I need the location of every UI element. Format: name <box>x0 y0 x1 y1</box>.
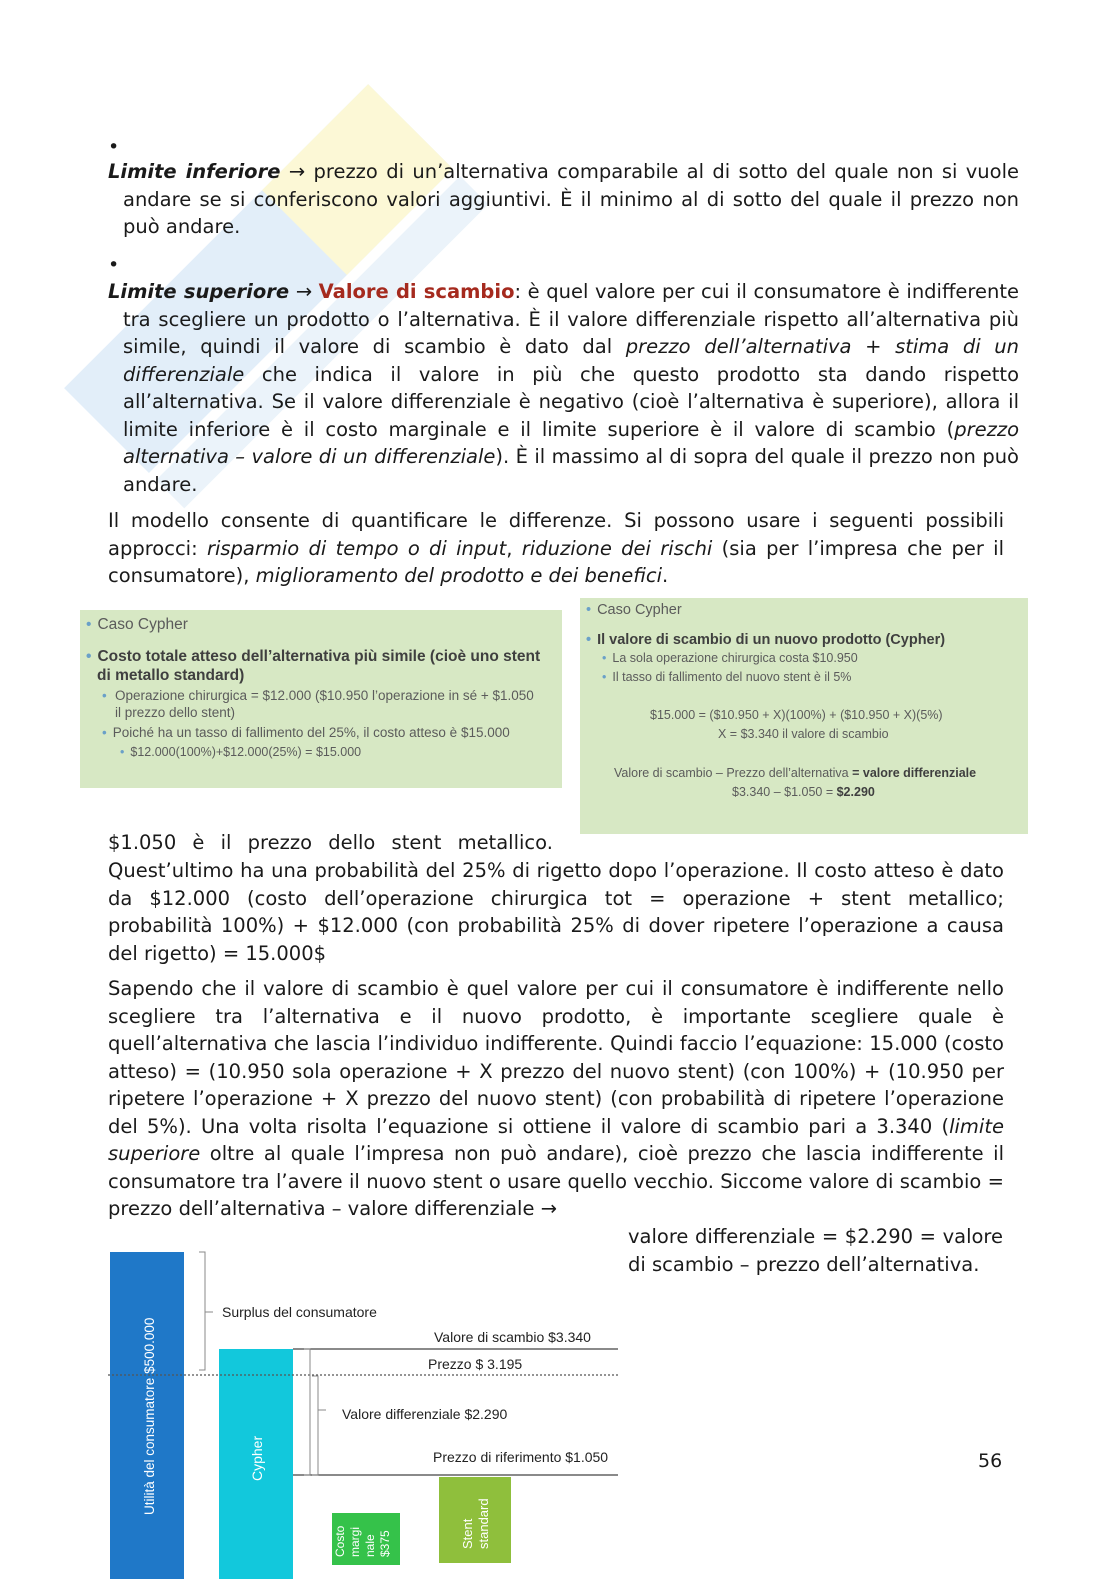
model-text-b: , <box>506 536 522 560</box>
bullet-icon: • <box>602 651 607 665</box>
formula-bold: = valore differenziale <box>852 766 977 780</box>
calc-text: $3.340 – $1.050 = <box>732 785 837 799</box>
slide-right-eq2: X = $3.340 il valore di scambio <box>718 727 889 741</box>
bar-cost-label-3: nale <box>363 1534 377 1557</box>
bar-utility-label: Utilità del consumatore $500.000 <box>142 1317 157 1515</box>
slide-left-item2-text: Poiché ha un tasso di fallimento del 25%, il costo atteso è $15.000 <box>112 725 510 740</box>
slide-right <box>580 598 1028 834</box>
page-number: 56 <box>978 1450 1003 1472</box>
upper-italic-a: prezzo dell’alternativa + stima di un differenziale <box>123 335 1020 386</box>
upper-text-a: : è quel valore per cui il consumatore è indifferente tra scegliere un prodotto o l’alternativa. È il valore differenziale rispetto all’alternativa più simile, quindi il valore di scambio è dato dal <box>123 280 1019 358</box>
bullet-icon: • <box>120 745 125 759</box>
label-price: Prezzo $ 3.195 <box>428 1356 523 1372</box>
slide-left-heading-text: Costo totale atteso dell’alternativa più simile (cioè uno stent di metallo standard) <box>97 648 541 684</box>
bar-cost-label-1: Costo <box>333 1525 347 1557</box>
bullet-icon: • <box>86 648 92 665</box>
slide-left-heading <box>86 647 546 685</box>
slide-right-item2-text: Il tasso di fallimento del nuovo stent è il 5% <box>612 670 852 684</box>
model-italic-c: miglioramento del prodotto e dei benefici <box>255 564 662 587</box>
bullet-dot: • <box>108 254 120 276</box>
bar-cypher-label: Cypher <box>249 1435 265 1481</box>
paragraph-model <box>108 507 1004 590</box>
exchange-text-a: Sapendo che il valore di scambio è quel valore per cui il consumatore è indifferente nello scegliere tra l’alternativa e il nuovo prodotto, è importante scegliere quale è quell’alternativa che lascia l’individuo indifferente. Quindi faccio l’equazione: 15.000 (costo atteso) = (10.950 sola operazione + X prezzo del nuovo stent) (con 100%) + (10.950 per ripetere l’operazione + X prezzo del nuovo stent) (con probabilità di ripetere l’operazione del 5%). Una volta risolta l’equazione si ottiene il valore di scambio pari a 3.340 ( <box>108 977 1004 1138</box>
calc-bold: $2.290 <box>836 785 875 799</box>
slide-right-calc <box>732 785 875 799</box>
model-text-d: . <box>662 564 669 587</box>
slide-left-item1-text: Operazione chirurgica = $12.000 ($10.950 l’operazione in sé + $1.050 il prezzo dello stent) <box>115 688 534 720</box>
bar-stent-label-2: standard <box>476 1498 491 1549</box>
exchange-value-term: Valore di scambio <box>318 280 515 303</box>
upper-italic-b: prezzo alternativa – valore di un differenziale <box>123 417 1019 468</box>
term-lower-limit: Limite inferiore <box>108 160 281 183</box>
bullet-icon: • <box>602 670 607 684</box>
slide-left-title <box>86 616 188 634</box>
slide-left-item3-text: $12.000(100%)+$12.000(25%) = $15.000 <box>130 745 362 759</box>
slide-right-eq1: $15.000 = ($10.950 + X)(100%) + ($10.950 + X)(5%) <box>650 708 943 722</box>
bullet-icon: • <box>102 725 107 740</box>
bullet-lower-limit <box>108 158 1019 241</box>
exchange-italic: limite superiore <box>108 1114 1004 1165</box>
label-diff-value: Valore differenziale $2.290 <box>342 1406 508 1422</box>
slide-right-item2 <box>602 670 851 684</box>
model-italic-a: risparmio di tempo o di input <box>206 536 507 560</box>
slide-right-heading <box>586 631 945 650</box>
bar-standard-stent <box>439 1477 511 1563</box>
formula-text: Valore di scambio – Prezzo dell’alternativa <box>614 766 853 780</box>
slide-right-item1-text: La sola operazione chirurgica costa $10.950 <box>612 651 858 665</box>
slide-left-item1 <box>102 687 542 721</box>
slide-left-title-text: Caso Cypher <box>97 616 188 633</box>
slide-left <box>80 610 562 788</box>
upper-text-c: ). È il massimo al di sopra del quale il prezzo non può andare. <box>123 445 1019 496</box>
slide-right-item1 <box>602 651 858 665</box>
bar-cost-label-2: margi <box>348 1526 362 1557</box>
slide-right-formula <box>614 766 976 780</box>
label-surplus: Surplus del consumatore <box>222 1304 377 1320</box>
upper-text-b: che indica il valore in più che questo prodotto sta dando rispetto all’alternativa. Se il valore differenziale è negativo (cioè l’alternativa è superiore), allora il limite inferiore è il costo marginale e il limite superiore è il valore di scambio ( <box>123 362 1019 441</box>
bracket-exchange <box>304 1349 310 1475</box>
paragraph-exchange-tail: valore differenziale = $2.290 = valore di scambio – prezzo dell’alternativa. <box>628 1225 1003 1276</box>
label-exchange-value: Valore di scambio $3.340 <box>434 1329 591 1345</box>
paragraph-exchange <box>108 975 1004 1223</box>
bullet-upper-limit <box>108 278 1019 498</box>
label-ref-price: Prezzo di riferimento $1.050 <box>433 1449 609 1465</box>
slide-right-heading-text: Il valore di scambio di un nuovo prodotto (Cypher) <box>597 632 946 648</box>
exchange-text-b: oltre al quale l’impresa non può andare), cioè prezzo che lascia indifferente il consumatore tra l’avere il nuovo stent o usare quello vecchio. Siccome valore di scambio = prezzo dell’alternativa – valore differenziale → <box>108 1142 1004 1220</box>
bullet-icon: • <box>586 632 592 648</box>
paragraph-stent: Quest’ultimo ha una probabilità del 25% di rigetto dopo l’operazione. Il costo atteso è dato da $12.000 (costo dell’operazione chirurgica tot = operazione + stent metallico; probabilità 100%) + $12.000 (con probabilità 25% di dover ripetere l’operazione a causa del rigetto) = 15.000$ <box>108 859 1004 965</box>
paragraph-stent-line: $1.050 è il prezzo dello stent metallico. <box>108 831 553 854</box>
bar-stent-label-1: Stent <box>460 1518 475 1549</box>
slide-left-item2 <box>102 724 552 741</box>
model-text-c: (sia per l’impresa che per il consumatore), <box>108 536 1005 587</box>
model-italic-b: riduzione dei rischi <box>521 536 713 560</box>
model-text-a: Il modello consente di quantificare le differenze. Si possono usare i seguenti possibili approcci: <box>108 509 1004 560</box>
arrow-icon: → <box>288 160 306 183</box>
slide-right-title <box>586 602 682 618</box>
bullet-icon: • <box>586 602 592 618</box>
bullet-icon: • <box>102 688 107 703</box>
arrow-icon: → <box>295 280 313 303</box>
bullet-icon: • <box>86 616 92 633</box>
term-upper-limit: Limite superiore <box>108 280 290 303</box>
value-chart <box>100 1245 630 1579</box>
slide-right-title-text: Caso Cypher <box>597 602 682 618</box>
bar-cost-label-4: $375 <box>378 1530 392 1557</box>
lower-limit-text: prezzo di un’alternativa comparabile al di sotto del quale non si vuole andare se si conferiscono valori aggiuntivi. È il minimo al di sotto del quale il prezzo non può andare. <box>123 160 1019 238</box>
bullet-dot: • <box>108 136 120 158</box>
bracket-diff <box>312 1376 318 1475</box>
slide-left-item3 <box>120 745 361 759</box>
bracket-surplus <box>199 1252 205 1370</box>
